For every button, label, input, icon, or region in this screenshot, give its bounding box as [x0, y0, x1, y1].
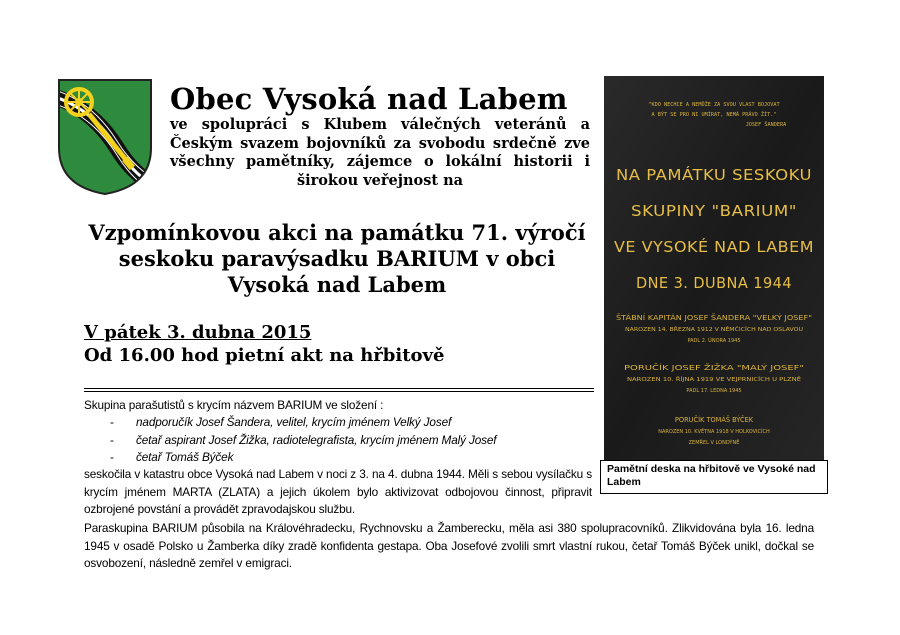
- member-name: četař Tomáš Býček: [136, 450, 234, 464]
- plaque-born: NAROZEN 14. BŘEZNA 1912 V NĚMČICÍCH NAD OSLAVOU: [625, 327, 770, 333]
- list-item: [110, 449, 496, 467]
- plaque-motto: JOSEF ŠANDERA: [745, 122, 787, 128]
- plaque-heading: DNE 3. DUBNA 1944: [636, 274, 792, 292]
- wheel-icon: [66, 89, 92, 115]
- plaque-died: PADL 17. LEDNA 1945: [686, 388, 742, 394]
- plaque-heading: SKUPINY "BARIUM": [631, 202, 797, 220]
- plaque-died: PADL 2. ÚNORA 1945: [687, 338, 741, 344]
- bullet: -: [110, 432, 114, 447]
- memorial-plaque-photo: [604, 76, 824, 460]
- plaque-died: ZEMŘEL V LONDÝNĚ: [688, 440, 740, 446]
- plaque-born: NAROZEN 10. KVĚTNA 1918 V HOLKOVICÍCH: [658, 429, 770, 435]
- list-item: [110, 414, 496, 432]
- event-title: Vzpomínkovou akci na památku 71. výročí seskoku paravýsadku BARIUM v obci Vysoká nad Labem: [88, 220, 586, 297]
- plaque-motto: A BÝT SE PRO NI UMÍRAT, NEMÁ PRÁVO ŽÍT.": [651, 112, 777, 118]
- photo-caption-box: [600, 460, 828, 494]
- member-name: nadporučík Josef Šandera, velitel, krycím jménem Velký Josef: [136, 415, 452, 429]
- divider: [84, 391, 594, 392]
- bullet: -: [110, 450, 114, 464]
- plaque-name: PORUČÍK TOMÁŠ BÝČEK: [674, 416, 754, 424]
- plaque-name: PORUČÍK JOSEF ŽIŽKA "MALÝ JOSEF": [624, 364, 744, 372]
- event-date: V pátek 3. dubna 2015: [84, 322, 312, 343]
- page-title: Obec Vysoká nad Labem: [170, 82, 568, 116]
- plaque-motto: "KDO NECHCE A NEMŮŽE ZA SVOU VLAST BOJOVAT: [648, 102, 780, 108]
- divider: [84, 388, 594, 389]
- history-paragraph: Paraskupina BARIUM působila na Královéhradecku, Rychnovsku a Žamberecku, měla asi 380 spolupracovníků. Zlikvidována byla 16. ledna 1945 v osadě Polsko u Žamberka díky zradě konfidenta gestapa. Oba Josefové zvolili smrt vlastní rukou, četař Tomáš Býček unikl, dočkal se osvobození, následně zemřel v emigraci.: [84, 521, 814, 570]
- group-intro: Skupina parašutistů s krycím názvem BARIUM ve složení :: [84, 398, 384, 412]
- photo-caption: Pamětní deska na hřbitově ve Vysoké nad Labem: [607, 463, 816, 488]
- history-paragraph: seskočila v katastru obce Vysoká nad Labem v noci z 3. na 4. dubna 1944. Měli s sebou vysílačku s krycím jménem MARTA (ZLATA) a jejich úkolem bylo aktivizovat odbojovou činnost, připravit ozbrojené povstání a provádět zpravodajskou službu.: [84, 467, 592, 516]
- plaque-name: ŠTÁBNÍ KAPITÁN JOSEF ŠANDERA "VELKÝ JOSEF": [616, 314, 775, 322]
- coat-of-arms-logo: [57, 78, 153, 196]
- plaque-heading: VE VYSOKÉ NAD LABEM: [614, 238, 809, 256]
- member-list: [110, 414, 496, 467]
- bullet: -: [110, 415, 114, 429]
- plaque-heading: NA PAMÁTKU SESKOKU: [616, 166, 802, 184]
- invitation-intro: ve spolupráci s Klubem válečných veteránů a Českým svazem bojovníků za svobodu srdečně zve všechny pamětníky, zájemce o lokální historii i širokou veřejnost na: [170, 116, 590, 189]
- member-name: četař aspirant Josef Žižka, radiotelegrafista, krycím jménem Malý Josef: [136, 432, 497, 447]
- plaque-born: NAROZEN 10. ŘÍJNA 1919 VE VEJPRNICÍCH U PLZNĚ: [627, 377, 756, 383]
- list-item: [110, 432, 496, 450]
- event-time: Od 16.00 hod pietní akt na hřbitově: [84, 345, 445, 366]
